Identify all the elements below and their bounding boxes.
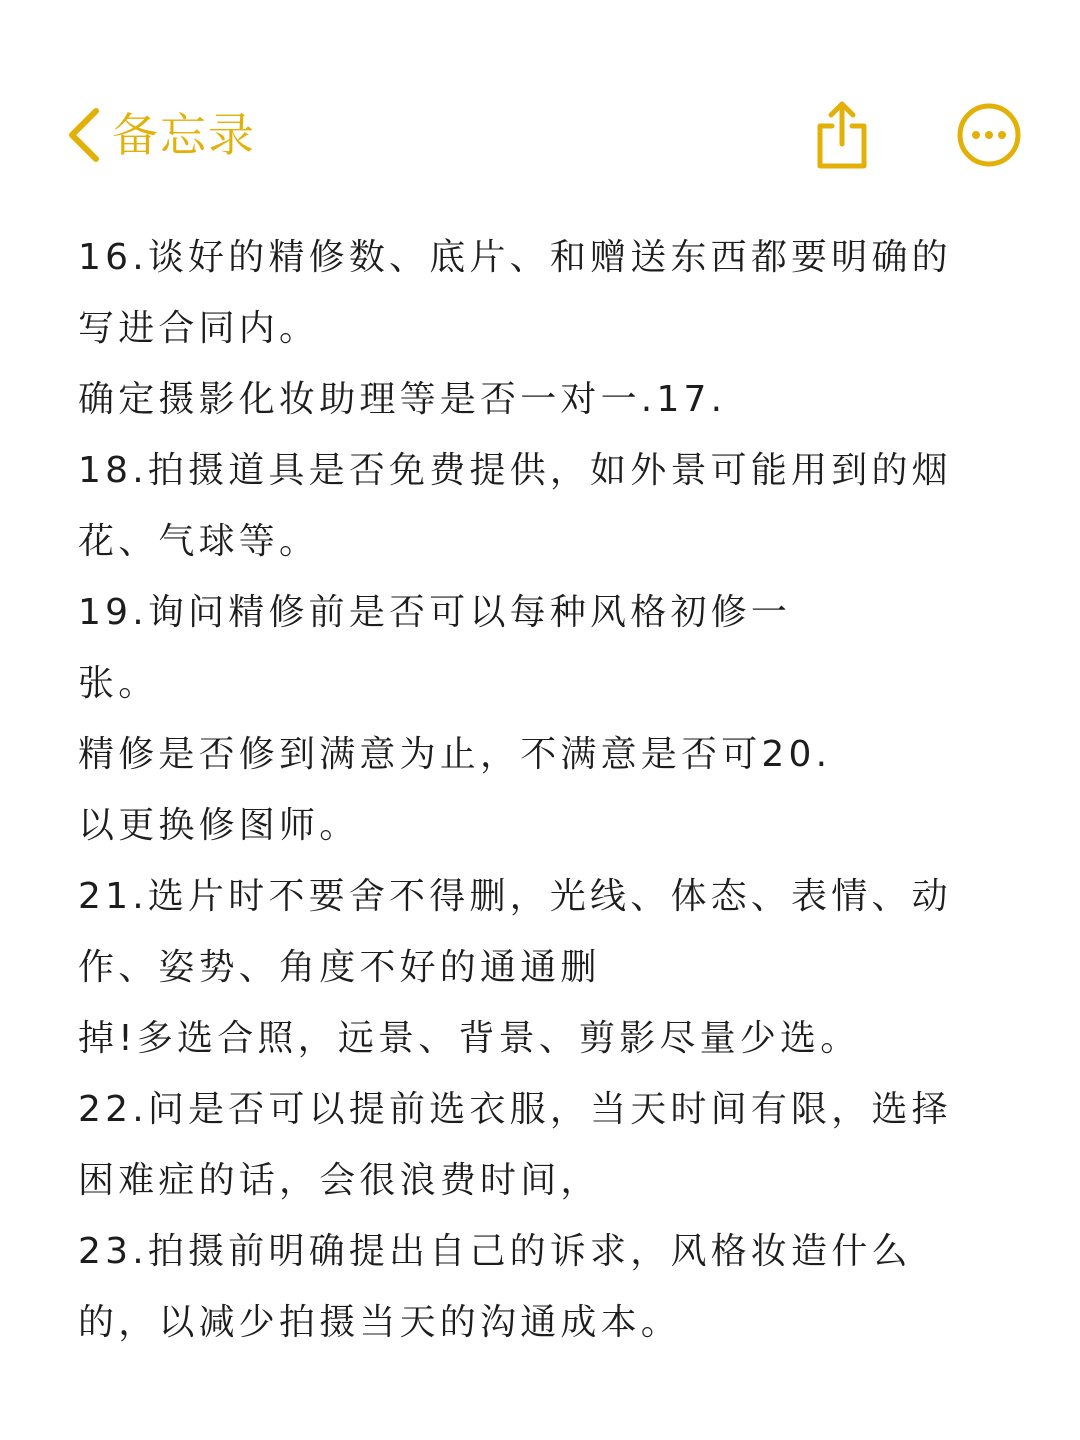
note-line: 19.询问精修前是否可以每种风格初修一 <box>78 592 792 633</box>
share-button[interactable] <box>810 98 874 170</box>
more-options-button[interactable] <box>956 102 1022 168</box>
back-button-label: 备忘录 <box>112 108 256 162</box>
note-line: 精修是否修到满意为止，不满意是否可20. <box>78 734 832 775</box>
share-icon <box>810 98 874 170</box>
note-line: 写进合同内。 <box>78 308 320 349</box>
note-line: 21.选片时不要舍不得删，光线、体态、表情、动 <box>78 876 952 917</box>
note-line: 掉!多选合照，远景、背景、剪影尽量少选。 <box>78 1018 861 1059</box>
note-line: 花、气球等。 <box>78 521 320 562</box>
back-button[interactable] <box>62 100 256 170</box>
note-line: 22.问是否可以提前选衣服，当天时间有限，选择 <box>78 1089 952 1130</box>
note-line: 16.谈好的精修数、底片、和赠送东西都要明确的 <box>78 237 952 278</box>
note-body[interactable] <box>78 222 998 1358</box>
note-line: 确定摄影化妆助理等是否一对一.17. <box>78 379 727 420</box>
note-line: 张。 <box>78 663 159 704</box>
note-line: 18.拍摄道具是否免费提供，如外景可能用到的烟 <box>78 450 952 491</box>
note-line: 困难症的话，会很浪费时间， <box>78 1160 601 1201</box>
chevron-left-icon <box>62 105 106 165</box>
ellipsis-circle-icon <box>956 102 1022 168</box>
note-line: 作、姿势、角度不好的通通删 <box>78 947 601 988</box>
navigation-bar <box>0 90 1080 180</box>
note-line: 的，以减少拍摄当天的沟通成本。 <box>78 1302 682 1343</box>
note-line: 以更换修图师。 <box>78 805 360 846</box>
note-line: 23.拍摄前明确提出自己的诉求，风格妆造什么 <box>78 1231 912 1272</box>
